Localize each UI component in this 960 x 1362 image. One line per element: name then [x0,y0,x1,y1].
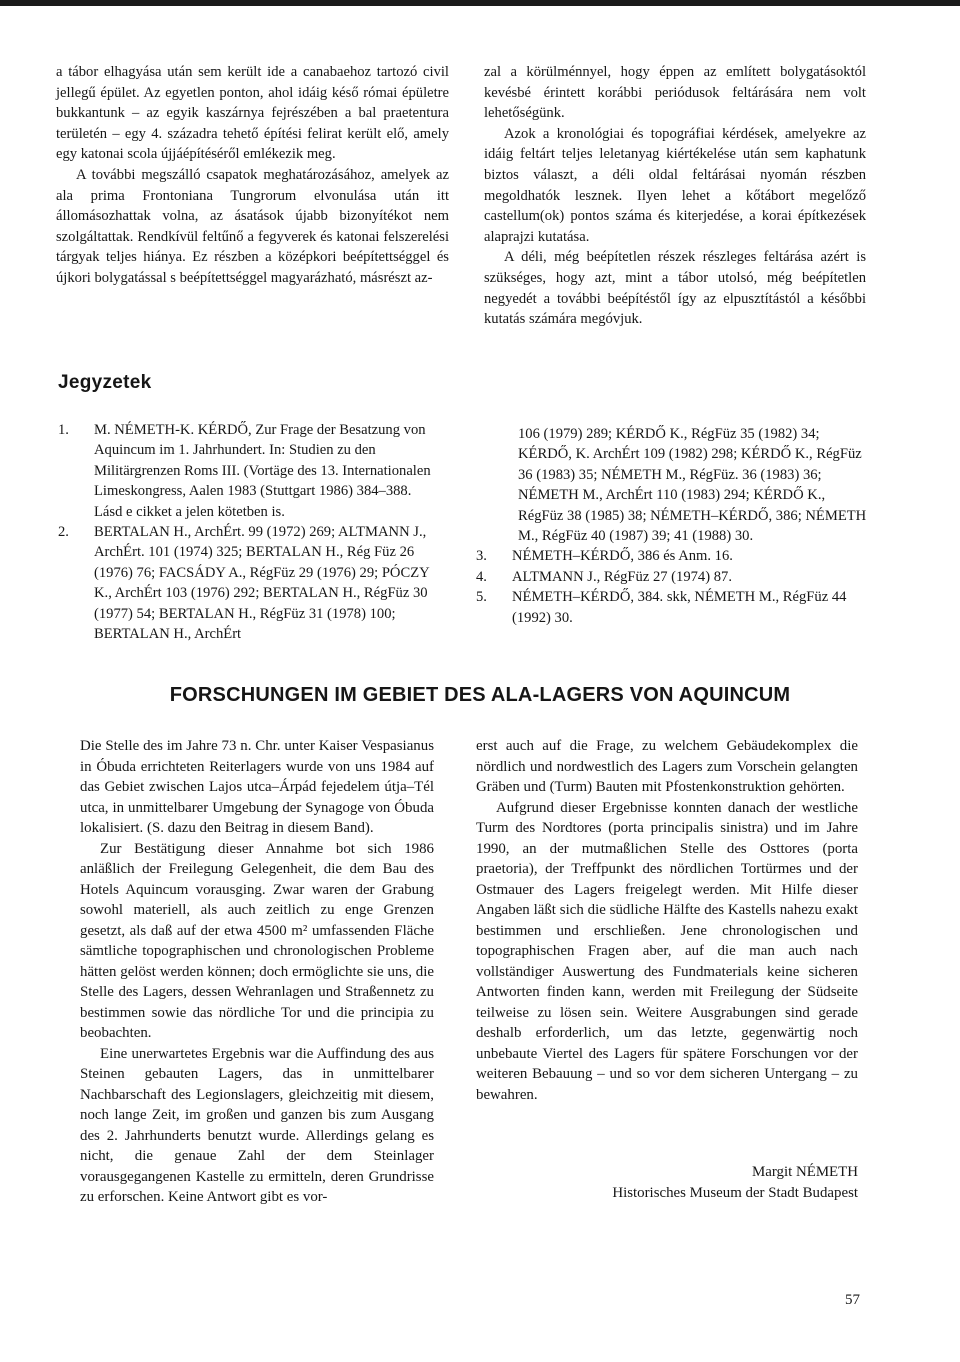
top-rule [0,0,960,6]
paragraph: a tábor elhagyása után sem került ide a canabaehoz tartozó civil jellegű épület. Az egyetlen ponton, ahol idáig késő római épületre bukkantunk – az egyik kaszárnya fejrészében a bal praetentura területén – egy 4. századra tehető építési felirat került elő, amely egy katonai scola újjáépítéséről emlékezik meg. [56,64,449,163]
note-number: 1. [58,422,69,438]
note-item [476,567,868,587]
paragraph: Azok a kronológiai és topográfiai kérdések, amelyekre az idáig feltárt teljes leletanyag kiértékelése után sem kaphatunk biztos választ, a déli oldal feltárásai nyomán részben megoldhatók lesznek. Ilyen lehet a kőtábort megelőző castellum(ok) pontos száma és kiterjedése, a korai építkezések alaprajzi kutatása. [484,125,866,245]
note-text: ALTMANN J., RégFüz 27 (1974) 87. [512,568,732,585]
note-item [476,546,868,566]
note-text: 106 (1979) 289; KÉRDŐ K., RégFüz 35 (1982) 34; KÉRDŐ, K. ArchÉrt 109 (1982) 298; KÉRDŐ K., RégFüz 36 (1983) 35; NÉMETH M., RégFüz. 36 (1983) 36; NÉMETH M., ArchÉrt 110 (1983) 294; KÉRDŐ K., RégFüz 38 (1985) 38; NÉMETH–KÉRDŐ, 386; NÉMETH M., RégFüz 40 (1987) 39; 41 (1988) 30. [518,426,867,545]
note-number: 4. [476,568,487,585]
author-institution: Historisches Museum der Stadt Budapest [612,1184,858,1201]
note-text: M. NÉMETH-K. KÉRDŐ, Zur Frage der Besatzung von Aquincum im 1. Jahrhundert. In: Studien zu den Militärgrenzen Roms III. (Vortäge des 13. Internationalen Limeskongress, Aalen 1983 (Stuttgart 1986) 384–388. Lásd e cikket a jelen kötetben is. [94,422,431,520]
note-text: NÉMETH–KÉRDŐ, 386 és Anm. 16. [512,548,733,565]
paragraph: A déli, még beépítetlen részek részleges feltárása azért is szükséges, hogy azt, mint a tábor utolsó, még beépítetlen negyedét a további beépítéstől így az elpusztítástól a későbbi kutatás számára megóvjuk. [484,249,866,328]
signature-block [612,1162,858,1203]
notes-heading: Jegyzetek [58,372,152,393]
paragraph: Eine unerwartetes Ergebnis war die Auffindung des aus Steinen gebauten Lagers, das in unmittelbarer Nachbarschaft des Legionslagers, gleichzeitig mit diesem, noch lange Zeit, im großen und ganzen bis zum Ausgang des 2. Jahrhunderts benutzt wurde. Allerdings gelang es nicht, die genaue Zahl der dem Steinlager vorausgegangenen Kastelle zu ermitteln, deren Grundrisse zu erforschen. Keine Antwort gibt es vor- [80,1045,434,1205]
hungarian-text-right-column [484,62,866,330]
note-number: 3. [476,548,487,565]
german-text-right-column [476,736,858,1105]
notes-list-left [58,420,442,644]
paragraph: Aufgrund dieser Ergebnisse konnten danach der westliche Turm des Nordtores (porta principalis sinistra) und im Jahre 1990, an der mutmaßlichen Stelle des Osttores (porta praetoria), der Treffpunkt des nördlichen Tortürmes und der Ostmauer des Lagers freigelegt werden. Mit Hilfe dieser Angaben läßt sich die südliche Hälfte des Kastells nahezu exakt bestimmen und erschließen. Jene chronologischen und topographischen Fragen aber, auf die man auch nach vollständiger Auswertung des Fundmaterials keine sicheren Antworten finden kann, werden mit Freilegung der Südseite teilweise zu lösen sein. Weitere Ausgrabungen sind gerade deshalb erforderlich, um das letzte, gegenwärtig noch unbebaute Viertel des Lagers für spätere Forschungen vor der weiteren Bebauung – und so vor dem sicheren Untergang – zu bewahren. [476,799,858,1103]
note-number: 5. [476,589,487,606]
notes-list-right [476,424,868,628]
note-item [476,587,868,628]
note-item [58,420,442,522]
page-number: 57 [845,1292,860,1308]
paragraph: zal a körülménnyel, hogy éppen az említett bolygatásoktól kevésbé érintett korábbi periódusok feltárására nem volt lehetőségünk. [484,64,866,122]
paragraph: A további megszálló csapatok meghatározásához, amelyek az ala prima Frontoniana Tungrorum elvonulása után itt állomásozhattak volna, az ásatások újabb bizonyítékot nem szolgáltattak. Rendkívül feltűnő a fegyverek és katonai felszerelési tárgyak teljes hiánya. Ez részben a középkori beépítettséggel és újkori bolygatással s beépítettséggel magyarázható, másrészt az- [56,166,449,286]
note-continuation [476,424,868,546]
paragraph: Zur Bestätigung dieser Annahme bot sich 1986 anläßlich der Freilegung Gelegenheit, die dem Bau des Hotels Aquincum vorausging. Zwar waren der Grabung sowohl materiell, als auch zeitlich zu enge Grenzen gesetzt, als daß auf der etwa 4500 m² umfassenden Fläche sämtliche topographischen und chronologischen Probleme hätten gelöst werden können; doch ermöglichte sie uns, die Stelle des Lagers, dessen Wehranlagen und Straßennetz zu bestimmen sowie das nördliche Tor und die principia zu beobachten. [80,840,434,1041]
note-text: NÉMETH–KÉRDŐ, 384. skk, NÉMETH M., RégFüz 44 (1992) 30. [512,589,847,626]
hungarian-text-left-column [56,62,449,289]
author-name: Margit NÉMETH [751,1164,858,1180]
note-item [58,522,442,644]
note-text: BERTALAN H., ArchÉrt. 99 (1972) 269; ALTMANN J., ArchÉrt. 101 (1974) 325; BERTALAN H., Rég Füz 26 (1976) 76; FACSÁDY A., RégFüz 29 (1976) 29; PÓCZY K., ArchÉrt 103 (1976) 292; BERTALAN H., RégFüz 30 (1977) 54; BERTALAN H., RégFüz 31 (1978) 100; BERTALAN H., ArchÉrt [94,524,430,643]
note-number: 2. [58,524,69,541]
paragraph: Die Stelle des im Jahre 73 n. Chr. unter Kaiser Vespasianus in Óbuda errichteten Reiterlagers wurde von uns 1984 auf das Gebiet zwischen Lajos utca–Árpád fejedelem útja–Tél utca, in unmittelbarer Umgebung der Synagoge von Óbuda lokalisiert. (S. dazu den Beitrag in diesem Band). [80,738,434,836]
paragraph: erst auch auf die Frage, zu welchem Gebäudekomplex die nördlich und nordwestlich des Lagers zum Vorschein gelangten Gräben und (Turm) Bauten mit Pfostenkonstruktion gehörten. [476,738,858,795]
german-text-left-column [80,736,434,1208]
german-section-title: FORSCHUNGEN IM GEBIET DES ALA-LAGERS VON AQUINCUM [169,684,791,706]
